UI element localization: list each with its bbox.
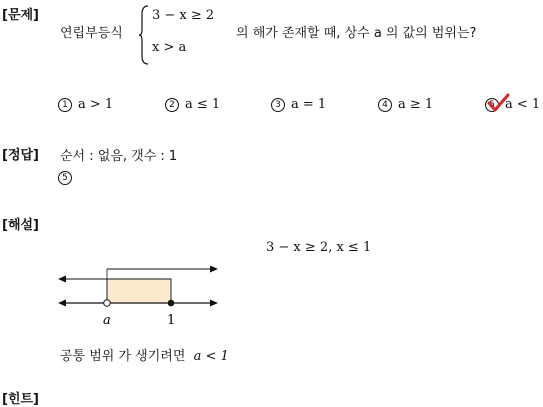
solution-inequality: 3 − x ≥ 2, x ≤ 1 xyxy=(266,240,372,255)
choice-text: a < 1 xyxy=(505,97,541,112)
system-line-2: x > a xyxy=(152,40,187,55)
choice-text: a ≥ 1 xyxy=(398,97,434,112)
check-mark-icon xyxy=(487,92,511,114)
choice-2[interactable] xyxy=(165,97,220,112)
choice-number: 1 xyxy=(58,98,72,112)
answer-line: 순서 : 없음, 갯수 : 1 xyxy=(60,149,178,164)
point-label-1: 1 xyxy=(167,313,176,328)
solution-conclusion xyxy=(60,345,229,364)
common-range-shade xyxy=(107,279,171,303)
problem-intro: 연립부등식 xyxy=(60,26,123,41)
number-line-diagram xyxy=(50,255,230,335)
choice-number: 5 xyxy=(485,98,499,112)
open-point-a xyxy=(104,300,111,307)
problem-label: [문제] xyxy=(2,8,39,23)
choice-text: a > 1 xyxy=(78,97,114,112)
choice-1[interactable] xyxy=(58,97,113,112)
system-brace xyxy=(138,4,150,66)
system-line-1: 3 − x ≥ 2 xyxy=(152,8,215,23)
choice-number: 2 xyxy=(165,98,179,112)
answer-choice xyxy=(58,170,78,185)
choice-text: a = 1 xyxy=(291,97,327,112)
closed-point-1 xyxy=(168,300,175,307)
conclusion-math: a < 1 xyxy=(193,349,229,364)
choice-number: 3 xyxy=(271,98,285,112)
choice-text: a ≤ 1 xyxy=(185,97,221,112)
solution-label: [해설] xyxy=(2,218,39,233)
conclusion-text: 공통 범위 가 생기려면 xyxy=(60,349,186,364)
hint-label: [힌트] xyxy=(2,392,39,407)
answer-choice-number: 5 xyxy=(58,171,72,185)
problem-question: 의 해가 존재할 때, 상수 a 의 값의 범위는? xyxy=(236,26,477,41)
choice-3[interactable] xyxy=(271,97,326,112)
answer-label: [정답] xyxy=(2,148,39,163)
choice-number: 4 xyxy=(378,98,392,112)
choice-4[interactable] xyxy=(378,97,433,112)
point-label-a: a xyxy=(103,313,111,328)
